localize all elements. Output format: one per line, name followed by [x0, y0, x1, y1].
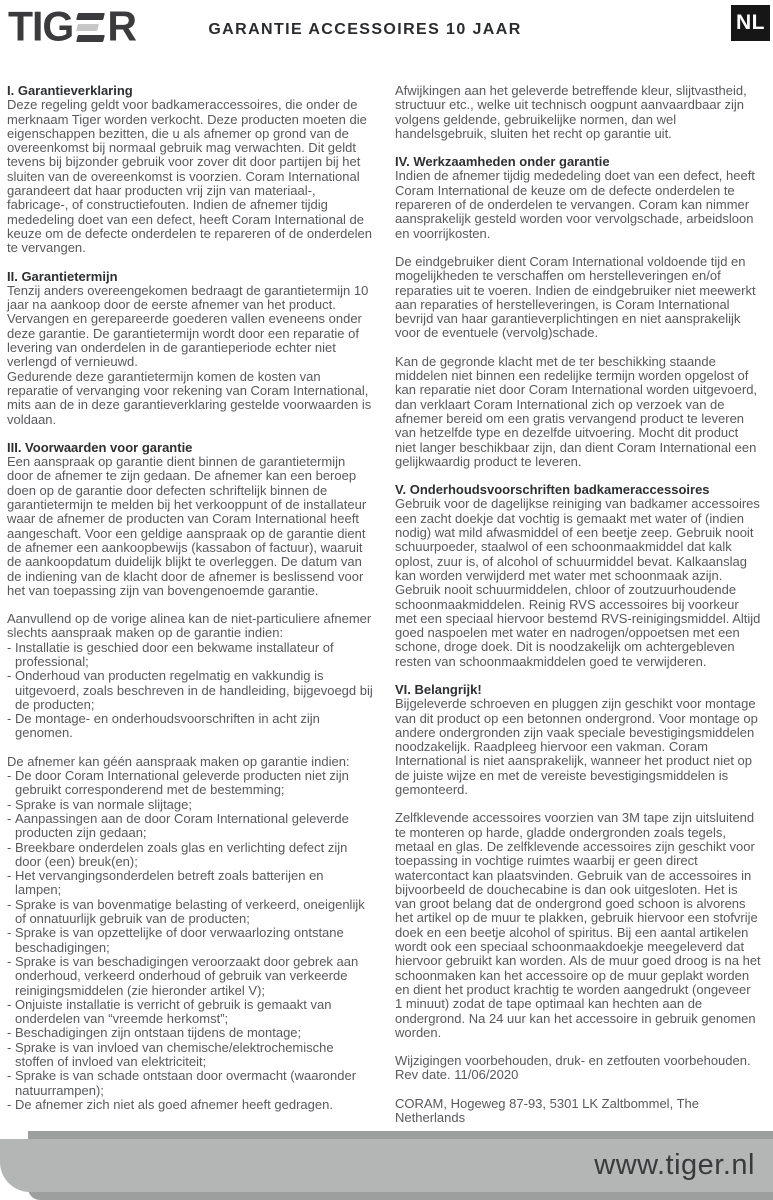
- section-heading: VI. Belangrijk!: [395, 681, 482, 697]
- page-title: GARANTIE ACCESSOIRES 10 JAAR: [208, 21, 522, 38]
- paragraph: Zelfklevende accessoires voorzien van 3M tape zijn uitsluitend te monteren op harde, gladde ondergronden zoals tegels, metaal en glas. De zelfklevende accessoires zijn geschikt voor toepassing in vochtige ruimtes waarbij er geen direct watercontact kan plaatsvinden. Gebruik van de accessoires in bijvoorbeeld de douchecabine is dan ook uitgesloten. Het is van groot belang dat de ondergrond goed schoon is alvorens het artikel op de muur te plakken, gebruik hiervoor een stofvrije doek en een beetje alcohol of spiritus. Bij een aantal artikelen wordt ook een speciaal schoonmaakdoekje meegeleverd dat hiervoor gebruikt kan worden. Als de muur goed droog is na het schoonmaken kan het accessoire op de muur geplakt worden en dient het product krachtig te worden aangedrukt (ongeveer 1 minuut) zodat de tape optimaal kan hechten aan de ondergrond. Na 24 uur kan het accessoire in gebruik genomen worden.: [395, 810, 761, 1040]
- paragraph-spacer: [395, 469, 761, 483]
- logo-e-bars-icon: [77, 13, 104, 42]
- bullet-item: - Breekbare onderdelen zoals glas en verlichting defect zijn door (een) breuk(en);: [7, 841, 373, 870]
- paragraph-spacer: [7, 256, 373, 270]
- bullet-item: - Installatie is geschied door een bekwame installateur of professional;: [7, 641, 373, 670]
- paragraph: Gebruik voor de dagelijkse reiniging van badkamer accessoires een zacht doekje dat vochtig is gemaakt met water of (indien nodig) wat mild afwasmiddel of een beetje zeep. Gebruik nooit schuurpoeder, staalwol of een schoonmaakmiddel dat kalk oplost, zuur is, of alcohol of schuurmiddel bevat. Kalkaanslag kan worden verwijderd met water met schoonmaak azijn. Gebruik nooit schuurmiddelen, chloor of zoutzuurhoudende schoonmaakmiddelen. Reinig RVS accessoires bij voorkeur met een speciaal hiervoor bestemd RVS-reinigingsmiddel. Altijd goed naspoelen met water en nadrogen/oppoetsen met een schone, droge doek. Dit is noodzakelijk om achtergebleven resten van schoonmaakmiddelen goed te verwijderen.: [395, 496, 761, 669]
- paragraph: De afnemer kan géén aanspraak maken op garantie indien:: [7, 753, 350, 769]
- bullet-item: - Sprake is van invloed van chemische/elektrochemische stoffen of invloed van elektriciteit;: [7, 1041, 373, 1070]
- bullet-item: - Sprake is van beschadigingen veroorzaakt door gebrek aan onderhoud, verkeerd onderhoud of gebruik van verkeerde reinigingsmiddelen (zie hieronder artikel V);: [7, 955, 373, 998]
- bullet-item: - Aanpassingen aan de door Coram International geleverde producten zijn gedaan;: [7, 812, 373, 841]
- paragraph-spacer: [395, 241, 761, 255]
- bullet-item: - Sprake is van opzettelijke of door verwaarlozing ontstane beschadigingen;: [7, 926, 373, 955]
- section-heading: V. Onderhoudsvoorschriften badkameraccessoires: [395, 482, 710, 498]
- bullet-item: - Beschadigingen zijn ontstaan tijdens de montage;: [7, 1026, 373, 1040]
- section-heading: II. Garantietermijn: [7, 268, 118, 284]
- paragraph-spacer: [395, 1083, 761, 1097]
- bullet-item: - Sprake is van normale slijtage;: [7, 798, 373, 812]
- paragraph-spacer: [395, 797, 761, 811]
- paragraph: Indien de afnemer tijdig mededeling doet van een defect, heeft Coram International de keuze om de defecte onderdelen te repareren of de onderdelen te vervangen. Coram kan nimmer aansprakelijk gesteld worden voor vervolgschade, arbeidsloon en voorrijkosten.: [395, 168, 755, 241]
- logo-text-tig: TIG: [8, 2, 74, 49]
- section-heading: III. Voorwaarden voor garantie: [7, 439, 193, 455]
- bullet-item: - Sprake is van bovenmatige belasting of verkeerd, oneigenlijk of onnatuurlijk gebruik van de producten;: [7, 898, 373, 927]
- paragraph: Rev date. 11/06/2020: [395, 1067, 519, 1083]
- paragraph: Tenzij anders overeengekomen bedraagt de garantietermijn 10 jaar na aankoop door de eerste afnemer van het product.: [7, 282, 369, 313]
- paragraph: Aanvullend op de vorige alinea kan de niet-particuliere afnemer slechts aanspraak maken op de garantie indien:: [7, 611, 372, 641]
- paragraph-spacer: [395, 141, 761, 155]
- bullet-item: - De afnemer zich niet als goed afnemer heeft gedragen.: [7, 1098, 373, 1112]
- paragraph: Deze regeling geldt voor badkameraccessoires, die onder de merknaam Tiger worden verkocht. Deze producten moeten die eigenschappen bezitten, die u als afnemer op grond van de overeenkomst bij normaal gebruik mag verwachten. Dit geldt tevens bij bijzonder gebruik voor zover dit door partijen bij het sluiten van de overeenkomst is voorzien. Coram International garandeert dat haar producten vrij zijn van materiaal-, fabricage-, of constructiefouten. Indien de afnemer tijdig mededeling doet van een defect, heeft Coram International de keuze om de defecte onderdelen te repareren of de onderdelen te vervangen.: [7, 97, 372, 256]
- right-column: [395, 84, 761, 1125]
- paragraph: Gedurende deze garantietermijn komen de kosten van reparatie of vervanging voor rekening van Coram International, mits aan de in deze garantieverklaring gestelde voorwaarden is voldaan.: [7, 368, 372, 427]
- bullet-item: - De door Coram International geleverde producten niet zijn gebruikt corresponderend met de bestemming;: [7, 769, 373, 798]
- section-heading: IV. Werkzaamheden onder garantie: [395, 154, 610, 170]
- website-link[interactable]: www.tiger.nl: [594, 1149, 755, 1181]
- section-heading: I. Garantieverklaring: [7, 83, 133, 98]
- paragraph: CORAM, Hogeweg 87-93, 5301 LK Zaltbommel, The Netherlands: [395, 1095, 699, 1125]
- footer-bar: [0, 1139, 773, 1192]
- paragraph-spacer: [395, 1040, 761, 1054]
- paragraph: Een aanspraak op garantie dient binnen de garantietermijn door de afnemer te zijn gedaan. De afnemer kan een beroep doen op de garantie door defecten schriftelijk binnen de garantietermijn te melden bij het verkooppunt of de installateur waar de afnemer de producten van Coram International heeft aangeschaft. Voor een geldige aanspraak op de garantie dient de afnemer een aankoopbewijs (kassabon of factuur), waaruit de aankoopdatum duidelijk blijkt te overleggen. De datum van de indiening van de klacht door de afnemer is beslissend voor het van toepassing zijn van bovengenoemde garantie.: [7, 454, 367, 598]
- paragraph: De eindgebruiker dient Coram International voldoende tijd en mogelijkheden te verschaffen om herstelleveringen en/of reparaties uit te voeren. Indien de eindgebruiker niet meewerkt aan reparaties of herstelleveringen, is Coram International bevrijd van haar garantieverplichtingen en niet aansprakelijk voor de eventuele (vervolg)schade.: [395, 253, 756, 341]
- language-badge: NL: [731, 5, 770, 41]
- bullet-item: - Het vervangingsonderdelen betreft zoals batterijen en lampen;: [7, 869, 373, 898]
- bullet-item: - Onjuiste installatie is verricht of gebruik is gemaakt van onderdelen van “vreemde herkomst”;: [7, 998, 373, 1027]
- paragraph: Kan de gegronde klacht met de ter beschikking staande middelen niet binnen een redelijke termijn worden opgelost of kan reparatie niet door Coram International worden uitgevoerd, dan verklaart Coram International zich op verzoek van de afnemer bereid om een gratis vervangend product te leveren van hetzelfde type en dezelfde uitvoering. Mocht dit product niet langer beschikbaar zijn, dan dient Coram International een gelijkwaardig product te leveren.: [395, 353, 758, 469]
- paragraph-spacer: [395, 341, 761, 355]
- paragraph-spacer: [7, 741, 373, 755]
- bullet-item: - Onderhoud van producten regelmatig en vakkundig is uitgevoerd, zoals beschreven in de handleiding, bijgevoegd bij de producten;: [7, 669, 373, 712]
- paragraph-spacer: [7, 598, 373, 612]
- logo-text-r: R: [107, 2, 136, 49]
- bullet-item: - De montage- en onderhoudsvoorschriften in acht zijn genomen.: [7, 712, 373, 741]
- bullet-list: [7, 769, 373, 1112]
- paragraph: Afwijkingen aan het geleverde betreffende kleur, slijtvastheid, structuur etc., welke uit technisch oogpunt aanvaardbaar zijn volgens geldende, gebruikelijke normen, dan wel handelsgebruik, sluiten het recht op garantie uit.: [395, 83, 747, 141]
- bullet-list: [7, 641, 373, 741]
- tiger-logo: [8, 4, 136, 48]
- paragraph-spacer: [395, 669, 761, 683]
- bullet-item: - Sprake is van schade ontstaan door overmacht (waaronder natuurrampen);: [7, 1069, 373, 1098]
- left-column: [7, 84, 373, 1112]
- paragraph: Vervangen en gerepareerde goederen vallen eveneens onder deze garantie. De garantietermijn wordt door een reparatie of levering van onderdelen in de garantieperiode echter niet verlengd of vernieuwd.: [7, 311, 362, 370]
- paragraph: Bijgeleverde schroeven en pluggen zijn geschikt voor montage van dit product op een betonnen ondergrond. Voor montage op andere ondergronden zijn vaak speciale bevestigingsmiddelen noodzakelijk. Raadpleeg hiervoor een vakman. Coram International is niet aansprakelijk, wanneer het product niet op de juiste wijze en met de vereiste bevestigingsmiddelen is gemonteerd.: [395, 696, 758, 798]
- paragraph-spacer: [7, 427, 373, 441]
- paragraph: Wijzigingen voorbehouden, druk- en zetfouten voorbehouden.: [395, 1053, 751, 1069]
